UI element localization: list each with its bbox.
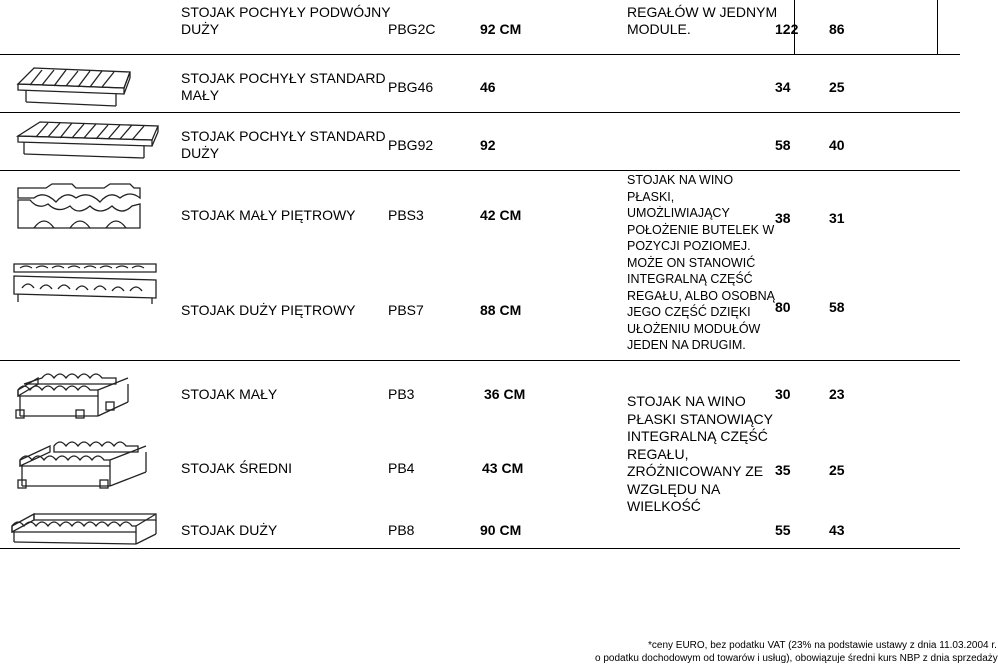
row-divider <box>0 360 960 361</box>
price-2: 25 <box>829 462 845 478</box>
flat-rack-medium-icon <box>14 432 150 494</box>
price-2: 43 <box>829 522 845 538</box>
price-1: 34 <box>775 79 791 95</box>
flat-rack-small-icon <box>12 364 132 424</box>
product-name: STOJAK POCHYŁY STANDARD MAŁY <box>181 70 386 103</box>
product-code: PBG46 <box>388 79 434 95</box>
footnote-exchange-rate: o podatku dochodowym od towarów i usług), obowiązuje średni kurs NBP z dnia sprzedaży <box>595 653 998 664</box>
price-1: 38 <box>775 210 791 226</box>
footnote-vat: *ceny EURO, bez podatku VAT (23% na podstawie ustawy z dnia 11.03.2004 r. <box>648 640 997 651</box>
product-name: STOJAK ŚREDNI <box>181 460 292 476</box>
product-name: STOJAK DUŻY PIĘTROWY <box>181 302 356 318</box>
module-description: REGAŁÓW W JEDNYM MODULE. <box>627 4 778 37</box>
product-size: 36 CM <box>484 386 526 402</box>
tiered-rack-large-icon <box>10 258 160 306</box>
price-1: 58 <box>775 137 791 153</box>
product-code: PBS3 <box>388 207 424 223</box>
tiered-rack-small-icon <box>14 180 144 232</box>
product-code: PBG92 <box>388 137 434 153</box>
flat-rack-large-icon <box>6 504 160 550</box>
product-code: PB4 <box>388 460 415 476</box>
product-code: PBS7 <box>388 302 424 318</box>
product-size: 43 CM <box>482 460 524 476</box>
product-code: PB3 <box>388 386 415 402</box>
product-code: PB8 <box>388 522 415 538</box>
price-1: 30 <box>775 386 791 402</box>
price-2: 86 <box>829 21 845 37</box>
product-size: 92 CM <box>480 21 522 37</box>
flat-rack-description: STOJAK NA WINO PŁASKI STANOWIĄCY INTEGRALNĄ CZĘŚĆ REGAŁU, ZRÓŻNICOWANY ZE WZGLĘDU NA WIELKOŚĆ <box>627 393 773 514</box>
product-name: STOJAK POCHYŁY STANDARD DUŻY <box>181 128 386 161</box>
price-2: 40 <box>829 137 845 153</box>
product-size: 92 <box>480 137 496 153</box>
price-2: 23 <box>829 386 845 402</box>
row-divider <box>0 112 960 113</box>
row-divider <box>0 54 960 55</box>
product-size: 42 CM <box>480 207 522 223</box>
price-1: 35 <box>775 462 791 478</box>
price-1: 80 <box>775 299 791 315</box>
price-2: 25 <box>829 79 845 95</box>
tiered-rack-description: STOJAK NA WINO PŁASKI, UMOŻLIWIAJĄCY POŁOŻENIE BUTELEK W POZYCJI POZIOMEJ. MOŻE ON STANOWIĆ INTEGRALNĄ CZĘŚĆ REGAŁU, ALBO OSOBNĄ JEGO CZĘŚĆ DZIĘKI UŁOŻENIU MODUŁÓW JEDEN NA DRUGIM. <box>627 173 775 352</box>
product-size: 90 CM <box>480 522 522 538</box>
price-2: 31 <box>829 210 845 226</box>
product-code: PBG2C <box>388 21 436 37</box>
row-divider <box>0 170 960 171</box>
product-size: 46 <box>480 79 496 95</box>
product-name: STOJAK POCHYŁY PODWÓJNY DUŻY <box>181 4 391 37</box>
product-size: 88 CM <box>480 302 522 318</box>
price-2: 58 <box>829 299 845 315</box>
tilted-rack-large-icon <box>12 118 160 162</box>
price-1: 55 <box>775 522 791 538</box>
price-1: 122 <box>775 21 799 37</box>
product-name: STOJAK DUŻY <box>181 522 278 538</box>
product-name: STOJAK MAŁY <box>181 386 278 402</box>
product-name: STOJAK MAŁY PIĘTROWY <box>181 207 356 223</box>
tilted-rack-small-icon <box>12 62 132 110</box>
column-divider <box>937 0 938 54</box>
